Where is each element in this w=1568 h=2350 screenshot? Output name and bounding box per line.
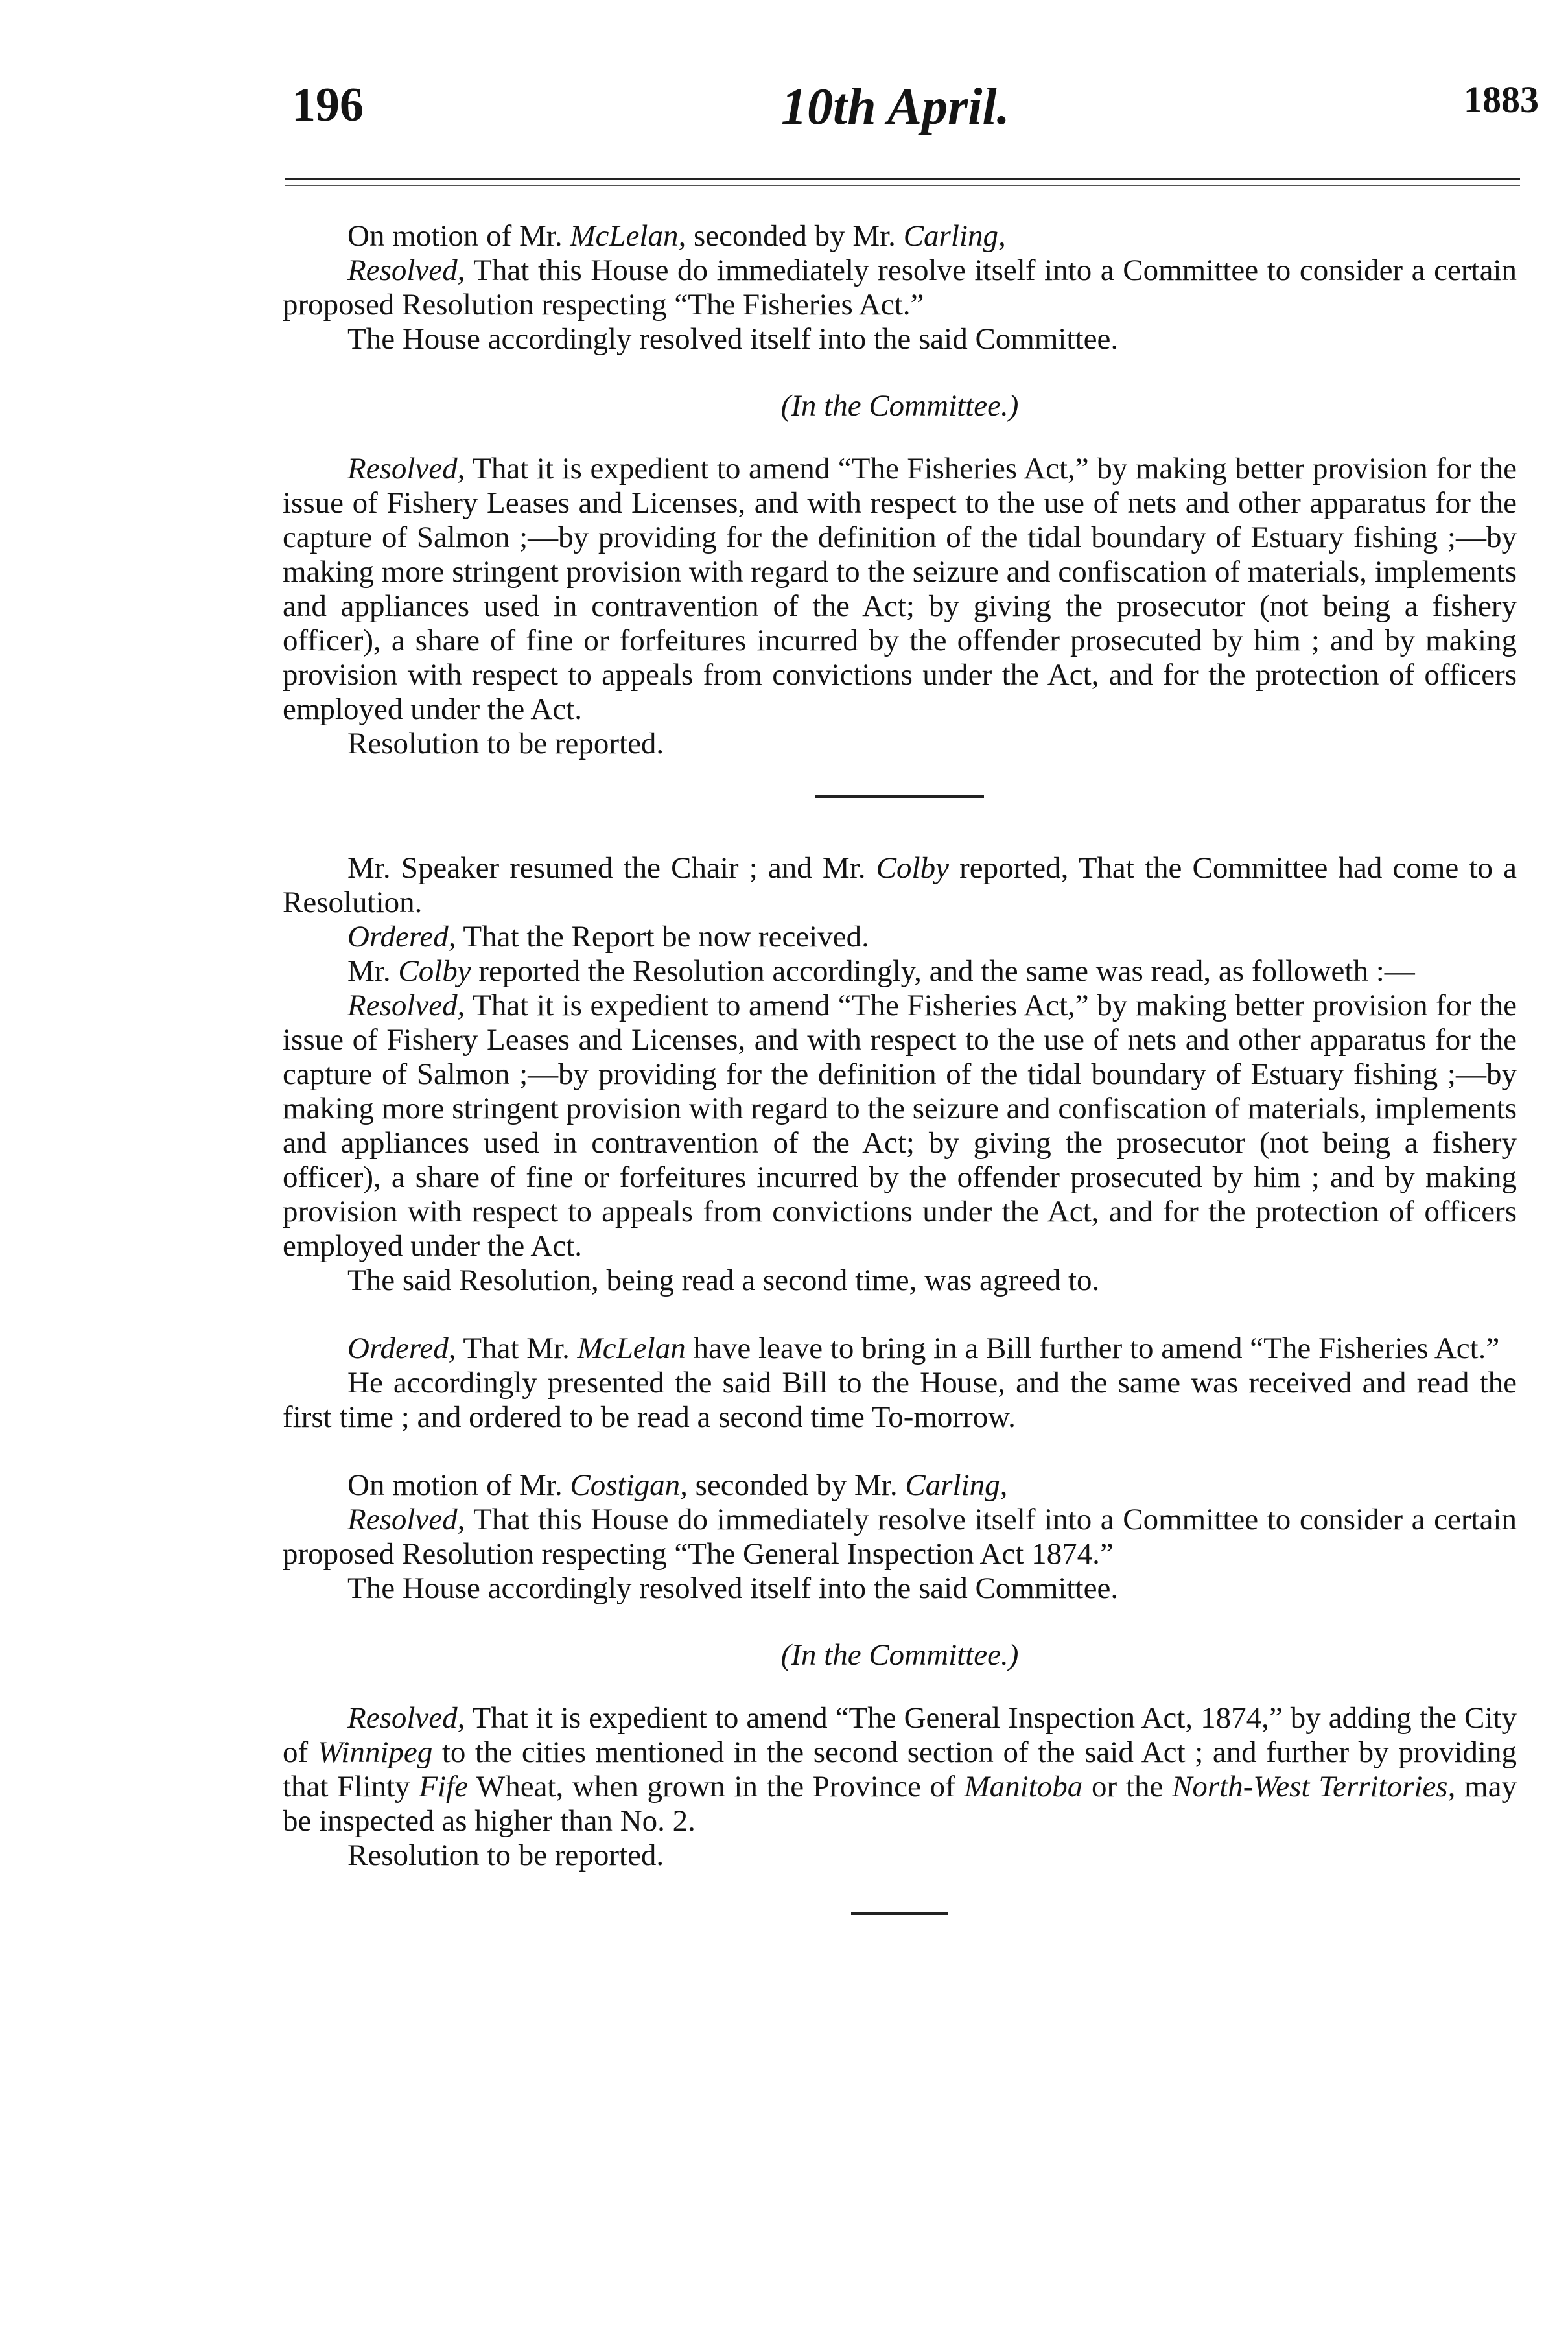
resolution-paragraph: Resolved, That it is expedient to amend “The Fisheries Act,” by making better provision for the issue of Fishery Leases and Licenses, and with respect to the use of nets and other apparatus for the capture of Salmon ;—by providing for the definition of the tidal boundary of Estuary fishing ;—by making more stringent provision with regard to the seizure and confiscation of materials, implements and appliances used in contravention of the Act; by giving the prosecutor (not being a fishery officer), a share of fine or forfeitures incurred by the offender prosecuted by him ; and by making provision with respect to appeals from convictions under the Act, and for the protection of officers employed under the Act. <box>283 989 1517 1263</box>
resolution-paragraph: Resolved, That it is expedient to amend “The General Inspection Act, 1874,” by adding the City of Winnipeg to the cities mentioned in the second section of the said Act ; and further by providing that Flinty Fife Wheat, when grown in the Province of Manitoba or the North-West Territories, may be inspected as higher than No. 2. <box>283 1701 1517 1838</box>
report-paragraph: Resolution to be reported. <box>347 1839 664 1872</box>
page-date-heading: 10th April. <box>781 78 1010 135</box>
motion-paragraph: On motion of Mr. Costigan, seconded by Mr. Carling, <box>347 1468 1008 1502</box>
resolution-paragraph: Resolved, That this House do immediately resolve itself into a Committee to consider a certain proposed Resolution respecting “The Fisheries Act.” <box>283 253 1517 322</box>
motion-paragraph: On motion of Mr. McLelan, seconded by Mr. Carling, <box>347 219 1006 253</box>
bill-paragraph: He accordingly presented the said Bill to the House, and the same was received and read the first time ; and ordered to be read a second time To-morrow. <box>283 1366 1517 1434</box>
section-separator <box>815 795 984 798</box>
ordered-paragraph: Ordered, That the Report be now received. <box>347 920 869 954</box>
reported-paragraph: Mr. Colby reported the Resolution accordingly, and the same was read, as followeth :— <box>347 954 1415 988</box>
header-rule <box>285 178 1520 180</box>
resolution-paragraph: Resolved, That it is expedient to amend “The Fisheries Act,” by making better provision for the issue of Fishery Leases and Licenses, and with respect to the use of nets and other apparatus for the capture of Salmon ;—by providing for the definition of the tidal boundary of Estuary fishing ;—by making more stringent provision with regard to the seizure and confiscation of materials, implements and appliances used in contravention of the Act; by giving the prosecutor (not being a fishery officer), a share of fine or forfeitures incurred by the offender prosecuted by him ; and by making provision with respect to appeals from convictions under the Act, and for the protection of officers employed under the Act. <box>283 452 1517 726</box>
page-year: 1883 <box>1464 78 1539 121</box>
committee-paragraph: The House accordingly resolved itself into the said Committee. <box>347 1571 1119 1605</box>
header-rule-thin <box>285 185 1520 186</box>
report-paragraph: Resolution to be reported. <box>347 727 664 760</box>
committee-heading: (In the Committee.) <box>780 389 1019 423</box>
resolution-paragraph: Resolved, That this House do immediately resolve itself into a Committee to consider a certain proposed Resolution respecting “The General Inspection Act 1874.” <box>283 1503 1517 1571</box>
section-separator <box>851 1912 948 1915</box>
speaker-paragraph: Mr. Speaker resumed the Chair ; and Mr. Colby reported, That the Committee had come to a Resolution. <box>283 851 1517 919</box>
agreed-paragraph: The said Resolution, being read a second time, was agreed to. <box>347 1263 1100 1297</box>
journal-body <box>283 219 1517 1968</box>
page-number: 196 <box>292 78 364 132</box>
committee-heading: (In the Committee.) <box>780 1638 1019 1672</box>
ordered-paragraph: Ordered, That Mr. McLelan have leave to bring in a Bill further to amend “The Fisheries Act.” <box>347 1332 1500 1365</box>
committee-paragraph: The House accordingly resolved itself into the said Committee. <box>347 322 1119 356</box>
